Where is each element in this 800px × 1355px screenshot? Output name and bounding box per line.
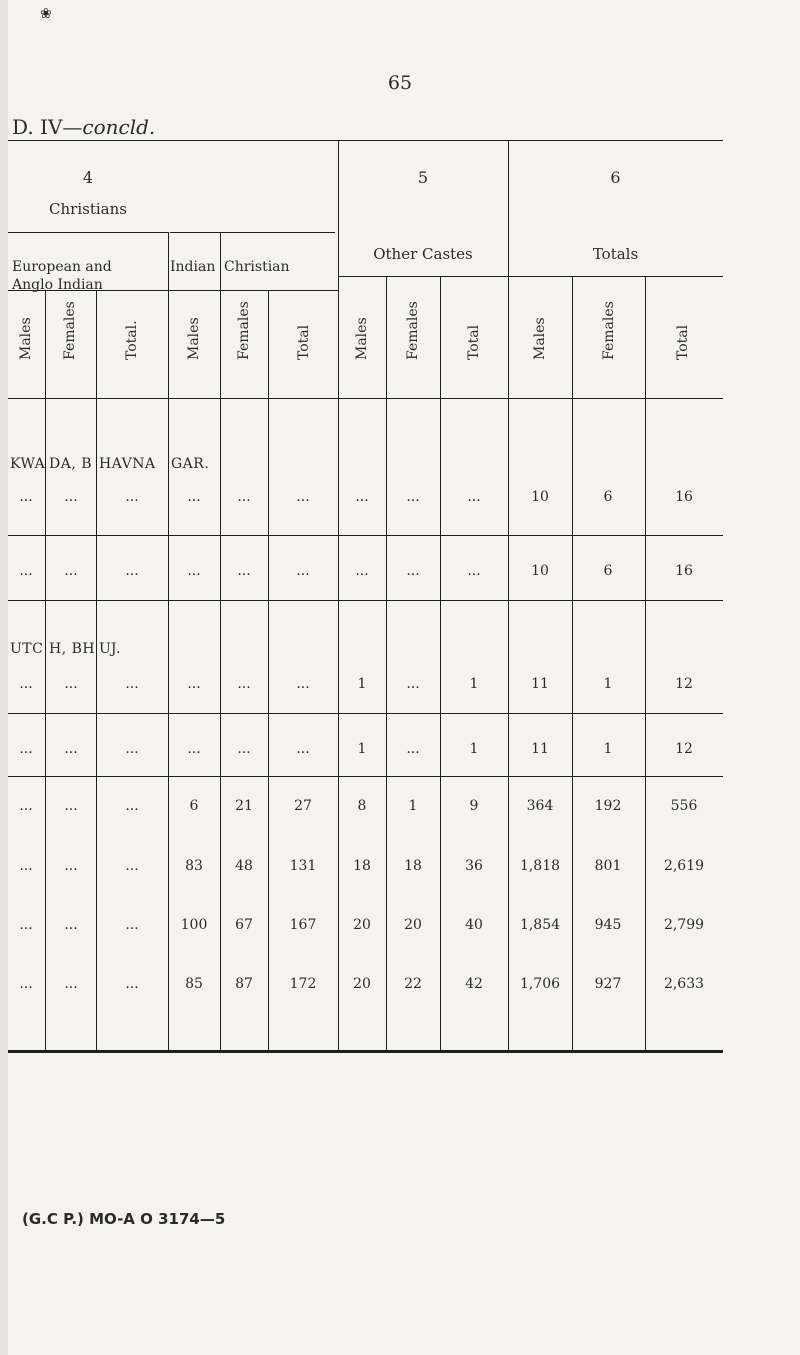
rule-head-bottom xyxy=(8,398,723,399)
table-cell: 18 xyxy=(353,858,371,874)
place-label: UTC xyxy=(10,641,44,657)
place-label: UJ. xyxy=(99,641,121,657)
rule-group-6 xyxy=(508,276,723,277)
table-cell: 8 xyxy=(357,798,367,814)
table-cell: 167 xyxy=(289,917,317,933)
table-cell: 2,633 xyxy=(663,976,705,992)
table-cell: 1 xyxy=(603,741,613,757)
col-head-4: Males xyxy=(186,317,202,360)
table-cell: 20 xyxy=(353,976,371,992)
table-cell: 36 xyxy=(465,858,483,874)
table-cell: 1 xyxy=(469,741,479,757)
table-cell: 2,619 xyxy=(663,858,705,874)
col-rule-6 xyxy=(338,140,339,1050)
heading-contd: concld. xyxy=(82,115,156,139)
table-cell: 87 xyxy=(235,976,253,992)
table-cell: 927 xyxy=(594,976,622,992)
table-cell: ... xyxy=(237,676,251,692)
col-rule-11 xyxy=(645,276,646,1050)
table-cell: 12 xyxy=(675,741,693,757)
group-5-label: Other Castes xyxy=(373,245,473,263)
table-cell: ... xyxy=(296,676,310,692)
col-head-11: Females xyxy=(601,301,617,360)
table-cell: ... xyxy=(64,917,78,933)
table-cell: ... xyxy=(19,976,33,992)
subgroup-christian: Christian xyxy=(224,259,290,275)
table-heading xyxy=(12,115,155,139)
group-5-number: 5 xyxy=(417,168,429,187)
rule-sub-christian xyxy=(170,232,335,233)
table-cell: ... xyxy=(296,741,310,757)
table-cell: ... xyxy=(64,858,78,874)
table-cell: 10 xyxy=(531,563,549,579)
table-cell: 40 xyxy=(465,917,483,933)
table-cell: 48 xyxy=(235,858,253,874)
printer-mark-icon: ❀ xyxy=(40,6,52,22)
col-head-9: Total xyxy=(466,324,482,360)
col-rule-7 xyxy=(386,276,387,1050)
col-rule-1 xyxy=(45,290,46,1050)
group-4-label: Christians xyxy=(49,200,127,218)
table-cell: ... xyxy=(187,676,201,692)
group-6-label: Totals xyxy=(592,245,639,263)
col-head-12: Total xyxy=(675,324,691,360)
col-head-10: Males xyxy=(532,317,548,360)
table-cell: 18 xyxy=(404,858,422,874)
table-cell: ... xyxy=(19,676,33,692)
table-cell: ... xyxy=(64,976,78,992)
table-cell: 1,818 xyxy=(519,858,561,874)
table-cell: ... xyxy=(64,676,78,692)
table-cell: ... xyxy=(406,676,420,692)
table-cell: 20 xyxy=(404,917,422,933)
table-cell: 16 xyxy=(675,563,693,579)
table-cell: 1 xyxy=(408,798,418,814)
table-cell: 556 xyxy=(670,798,698,814)
table-cell: ... xyxy=(125,489,139,505)
place-label: DA, B xyxy=(49,456,93,472)
table-cell: ... xyxy=(406,489,420,505)
col-head-7: Males xyxy=(354,317,370,360)
table-cell: ... xyxy=(19,798,33,814)
table-cell: ... xyxy=(125,917,139,933)
rule-row-4 xyxy=(8,776,723,777)
table-cell: ... xyxy=(237,563,251,579)
rule-row-1 xyxy=(8,535,723,536)
table-cell: ... xyxy=(19,858,33,874)
table-cell: ... xyxy=(64,798,78,814)
table-cell: 1 xyxy=(357,741,367,757)
table-cell: 6 xyxy=(189,798,199,814)
table-cell: ... xyxy=(64,563,78,579)
place-label: GAR. xyxy=(171,456,210,472)
rule-group-4 xyxy=(8,232,168,233)
table-cell: ... xyxy=(19,489,33,505)
table-cell: ... xyxy=(125,741,139,757)
table-cell: 22 xyxy=(404,976,422,992)
table-cell: 10 xyxy=(531,489,549,505)
printer-imprint: (G.C P.) MO-A O 3174—5 xyxy=(22,1210,226,1228)
table-cell: 42 xyxy=(465,976,483,992)
rule-top xyxy=(8,140,723,141)
table-cell: ... xyxy=(19,741,33,757)
table-cell: ... xyxy=(125,798,139,814)
table-cell: 1 xyxy=(603,676,613,692)
rule-row-3 xyxy=(8,713,723,714)
table-cell: ... xyxy=(355,489,369,505)
place-label: KWA xyxy=(10,456,46,472)
table-cell: ... xyxy=(355,563,369,579)
table-cell: ... xyxy=(125,676,139,692)
table-cell: 12 xyxy=(675,676,693,692)
table-cell: 131 xyxy=(289,858,317,874)
table-cell: 20 xyxy=(353,917,371,933)
subgroup-european-line2: Anglo Indian xyxy=(12,277,103,293)
table-cell: 85 xyxy=(185,976,203,992)
table-cell: ... xyxy=(187,489,201,505)
table-cell: 2,799 xyxy=(663,917,705,933)
table-cell: 172 xyxy=(289,976,317,992)
table-cell: 6 xyxy=(603,563,613,579)
col-rule-9 xyxy=(508,140,509,1050)
table-cell: ... xyxy=(467,563,481,579)
table-cell: ... xyxy=(125,976,139,992)
col-head-3: Total. xyxy=(124,320,140,360)
place-label: HAVNA xyxy=(99,456,156,472)
col-rule-5 xyxy=(268,290,269,1050)
table-cell: ... xyxy=(19,563,33,579)
table-cell: ... xyxy=(125,858,139,874)
table-cell: ... xyxy=(187,741,201,757)
table-cell: 1,706 xyxy=(519,976,561,992)
table-cell: ... xyxy=(296,563,310,579)
table-cell: 364 xyxy=(526,798,554,814)
table-cell: 801 xyxy=(594,858,622,874)
subgroup-european-line1: European and xyxy=(12,259,112,275)
table-cell: 192 xyxy=(594,798,622,814)
col-head-2: Females xyxy=(62,301,78,360)
rule-table-bottom xyxy=(8,1050,723,1053)
heading-prefix: D. IV— xyxy=(12,115,83,139)
table-cell: 1 xyxy=(357,676,367,692)
table-cell: 11 xyxy=(531,741,549,757)
table-cell: 67 xyxy=(235,917,253,933)
table-cell: 27 xyxy=(294,798,312,814)
group-6-number: 6 xyxy=(610,168,621,187)
table-cell: 100 xyxy=(180,917,208,933)
table-cell: 1,854 xyxy=(519,917,561,933)
table-cell: ... xyxy=(296,489,310,505)
rule-row-2 xyxy=(8,600,723,601)
col-head-5: Females xyxy=(236,301,252,360)
table-cell: ... xyxy=(64,489,78,505)
table-cell: ... xyxy=(406,563,420,579)
col-head-8: Females xyxy=(405,301,421,360)
table-cell: 945 xyxy=(594,917,622,933)
col-rule-10 xyxy=(572,276,573,1050)
col-rule-8 xyxy=(440,276,441,1050)
table-cell: ... xyxy=(187,563,201,579)
table-cell: ... xyxy=(64,741,78,757)
place-label: H, BH xyxy=(49,641,96,657)
table-cell: ... xyxy=(467,489,481,505)
page-number: 65 xyxy=(387,72,413,94)
col-rule-2 xyxy=(96,290,97,1050)
table-cell: 1 xyxy=(469,676,479,692)
table-cell: 16 xyxy=(675,489,693,505)
table-cell: 11 xyxy=(531,676,549,692)
table-cell: 83 xyxy=(185,858,203,874)
table-cell: ... xyxy=(237,741,251,757)
subgroup-indian: Indian xyxy=(170,259,216,275)
table-cell: 21 xyxy=(235,798,253,814)
table-cell: 6 xyxy=(603,489,613,505)
table-cell: ... xyxy=(125,563,139,579)
table-cell: ... xyxy=(19,917,33,933)
rule-group-5 xyxy=(338,276,508,277)
table-cell: ... xyxy=(237,489,251,505)
table-cell: 9 xyxy=(469,798,479,814)
table-cell: ... xyxy=(406,741,420,757)
col-head-1: Males xyxy=(18,317,34,360)
col-head-6: Total xyxy=(296,324,312,360)
group-4-number: 4 xyxy=(82,168,94,187)
